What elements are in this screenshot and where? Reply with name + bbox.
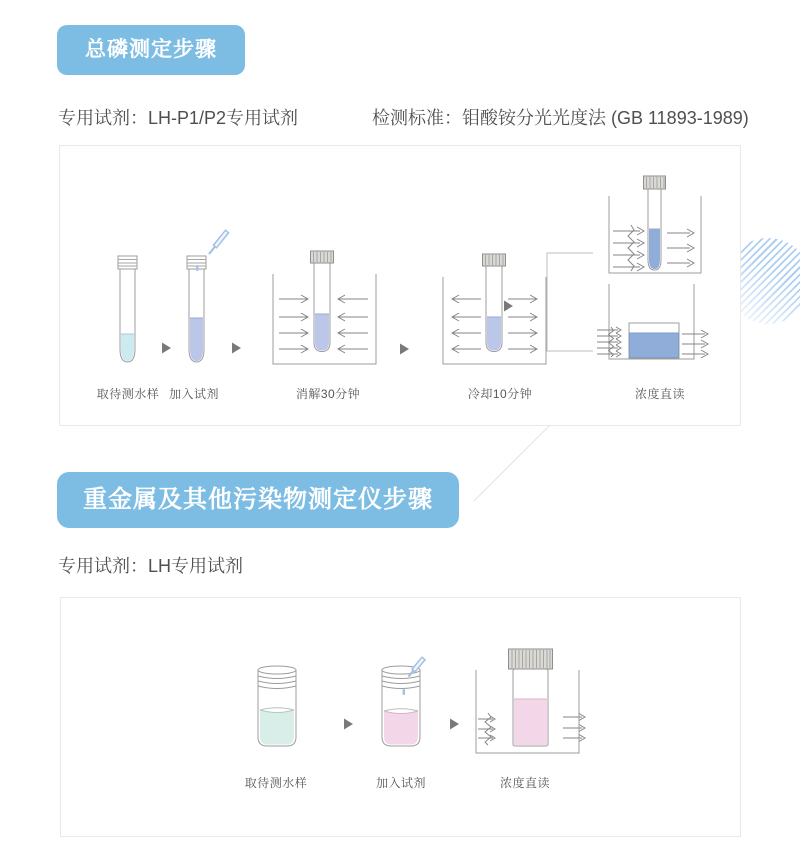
section1-reagent-text: 专用试剂：LH-P1/P2专用试剂 — [58, 108, 299, 128]
beaker-heating-icon — [273, 251, 376, 364]
step-label: 浓度直读 — [499, 776, 551, 790]
section2-steps-card — [60, 597, 741, 837]
step-label: 浓度直读 — [634, 387, 686, 401]
step-label: 取待测水样 — [96, 387, 160, 401]
section2-heading-badge: 重金属及其他污染物测定仪步骤 — [57, 472, 459, 528]
diagonal-line-decoration — [474, 424, 552, 502]
section2-reagent-text: 专用试剂：LH专用试剂 — [58, 556, 244, 576]
sample-jar-icon — [258, 666, 296, 746]
phosphorus-steps-diagram — [60, 146, 740, 425]
bracket-icon — [547, 253, 593, 351]
photometer-vial-icon — [476, 649, 585, 753]
photometer-reading-icon — [547, 176, 708, 359]
test-tube-sample-icon — [118, 256, 137, 362]
step-label: 取待测水样 — [244, 776, 308, 790]
heavy-metal-steps-diagram — [61, 598, 740, 836]
droplet-icon — [196, 265, 199, 271]
arrow-right-icon — [504, 301, 513, 312]
arrow-right-icon — [450, 719, 459, 730]
test-tube-dropper-icon — [187, 231, 228, 362]
arrow-right-icon — [162, 343, 171, 354]
step-label: 加入试剂 — [375, 776, 427, 790]
arrow-right-icon — [232, 343, 241, 354]
jar-dropper-icon — [382, 658, 424, 746]
droplet-icon — [403, 689, 406, 695]
arrow-right-icon — [344, 719, 353, 730]
beaker-cooling-icon — [443, 254, 546, 364]
section1-heading-badge: 总磷测定步骤 — [57, 25, 245, 75]
step-label: 加入试剂 — [168, 387, 220, 401]
step-label: 冷却10分钟 — [467, 387, 533, 401]
section1-steps-card — [59, 145, 741, 426]
dropper-icon — [209, 231, 228, 254]
arrow-right-icon — [400, 344, 409, 355]
section1-standard-text: 检测标准：钼酸铵分光光度法 (GB 11893-1989) — [372, 108, 749, 128]
step-label: 消解30分钟 — [295, 387, 361, 401]
